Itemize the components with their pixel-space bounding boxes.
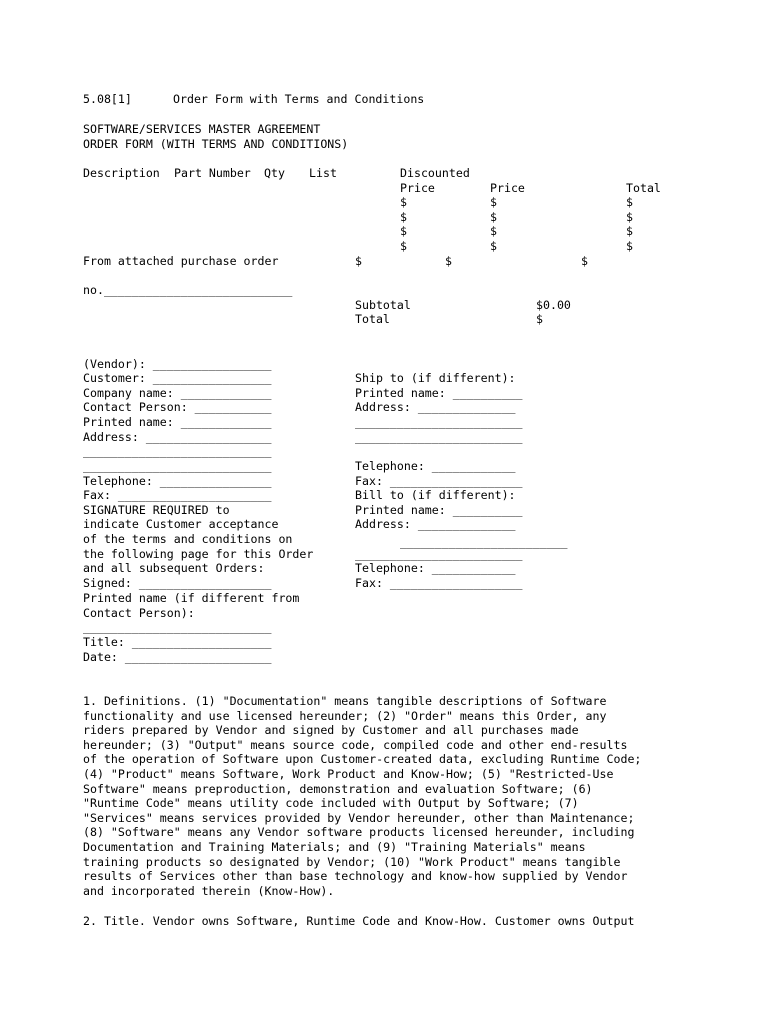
row4-total-currency: $: [626, 239, 633, 253]
bill-address-line-3[interactable]: ________________________: [355, 547, 523, 561]
row3-list-currency: $: [400, 224, 407, 238]
bill-address-field[interactable]: Address: ______________: [355, 517, 516, 531]
vendor-field[interactable]: (Vendor): _________________: [83, 357, 272, 371]
col-total: Total: [626, 181, 661, 195]
row1-discounted-currency: $: [490, 195, 497, 209]
row1-list-currency: $: [400, 195, 407, 209]
address-field[interactable]: Address: __________________: [83, 430, 272, 444]
col-qty: Qty: [264, 166, 285, 180]
fax-field[interactable]: Fax: ______________________: [83, 488, 272, 502]
customer-field[interactable]: Customer: _________________: [83, 371, 272, 385]
po-total-currency: $: [581, 254, 588, 268]
ship-address-line-3[interactable]: ________________________: [355, 430, 523, 444]
col-list: List: [309, 166, 337, 180]
definitions-clause: 1. Definitions. (1) "Documentation" means tangible descriptions of Software functionality and use licensed hereunder; (2) "Order" means this Order, any riders prepared by Vendor and signed by Customer and all purchases made hereunder; (3) "Output" means source code, compiled code and other end-results of the operation of Software upon Customer-created data, excluding Runtime Code; (4) "Product" means Software, Work Product and Know-How; (5) "Restricted-Use Software" means preproduction, demonstration and evaluation Software; (6) "Runtime Code" means utility code included with Output by Software; (7) "Services" means services provided by Vendor hereunder, other than Maintenance; (8) "Software" means any Vendor software products licensed hereunder, including Documentation and Training Materials; and (9) "Training Materials" means training products so designated by Vendor; (10) "Work Product" means tangible results of Services other than base technology and know-how supplied by Vendor and incorporated therein (Know-How).: [83, 694, 642, 898]
company-name-field[interactable]: Company name: _____________: [83, 386, 272, 400]
ship-address-line-2[interactable]: ________________________: [355, 415, 523, 429]
row2-total-currency: $: [626, 210, 633, 224]
row3-total-currency: $: [626, 224, 633, 238]
col-discounted: Discounted: [400, 166, 470, 180]
section-number: 5.08[1]: [83, 92, 132, 106]
telephone-field[interactable]: Telephone: ________________: [83, 474, 272, 488]
printed-name-diff-line[interactable]: ___________________________: [83, 620, 272, 634]
bill-address-line-2[interactable]: ________________________: [400, 535, 568, 549]
ship-printed-name-field[interactable]: Printed name: __________: [355, 386, 523, 400]
contact-person-field[interactable]: Contact Person: ___________: [83, 400, 272, 414]
po-number-field[interactable]: no.___________________________: [83, 283, 293, 297]
signature-note-1: SIGNATURE REQUIRED to: [83, 503, 230, 517]
row2-discounted-currency: $: [490, 210, 497, 224]
col-part-number: Part Number: [174, 166, 251, 180]
row4-list-currency: $: [400, 239, 407, 253]
form-title-line1: SOFTWARE/SERVICES MASTER AGREEMENT: [83, 122, 321, 136]
col-list-price: Price: [400, 181, 435, 195]
bill-printed-name-field[interactable]: Printed name: __________: [355, 503, 523, 517]
address-line-2[interactable]: ___________________________: [83, 444, 272, 458]
signature-note-4: the following page for this Order: [83, 547, 314, 561]
printed-name-field[interactable]: Printed name: _____________: [83, 415, 272, 429]
subtotal-label: Subtotal: [355, 298, 411, 312]
from-po-label: From attached purchase order: [83, 254, 279, 268]
signed-field[interactable]: Signed: ___________________: [83, 576, 272, 590]
subtotal-value: $0.00: [536, 298, 571, 312]
ship-telephone-field[interactable]: Telephone: ____________: [355, 459, 516, 473]
col-description: Description: [83, 166, 160, 180]
ship-to-label: Ship to (if different):: [355, 371, 516, 385]
signature-note-5: and all subsequent Orders:: [83, 561, 265, 575]
total-value: $: [536, 312, 543, 326]
bill-to-label: Bill to (if different):: [355, 488, 516, 502]
row3-discounted-currency: $: [490, 224, 497, 238]
page-title: Order Form with Terms and Conditions: [173, 92, 425, 106]
signature-note-3: of the terms and conditions on: [83, 532, 293, 546]
printed-name-diff-1: Printed name (if different from: [83, 591, 300, 605]
col-discounted-price: Price: [490, 181, 525, 195]
row1-total-currency: $: [626, 195, 633, 209]
row4-discounted-currency: $: [490, 239, 497, 253]
po-list-currency: $: [355, 254, 362, 268]
bill-telephone-field[interactable]: Telephone: ____________: [355, 561, 516, 575]
row2-list-currency: $: [400, 210, 407, 224]
address-line-3[interactable]: ___________________________: [83, 459, 272, 473]
signature-note-2: indicate Customer acceptance: [83, 517, 279, 531]
title-clause: 2. Title. Vendor owns Software, Runtime Code and Know-How. Customer owns Output: [83, 914, 635, 928]
date-field[interactable]: Date: _____________________: [83, 650, 272, 664]
ship-address-field[interactable]: Address: ______________: [355, 400, 516, 414]
po-discounted-currency: $: [445, 254, 452, 268]
ship-fax-field[interactable]: Fax: ___________________: [355, 474, 523, 488]
bill-fax-field[interactable]: Fax: ___________________: [355, 576, 523, 590]
form-title-line2: ORDER FORM (WITH TERMS AND CONDITIONS): [83, 137, 349, 151]
title-field[interactable]: Title: ____________________: [83, 635, 272, 649]
total-label: Total: [355, 312, 390, 326]
printed-name-diff-2: Contact Person):: [83, 606, 195, 620]
